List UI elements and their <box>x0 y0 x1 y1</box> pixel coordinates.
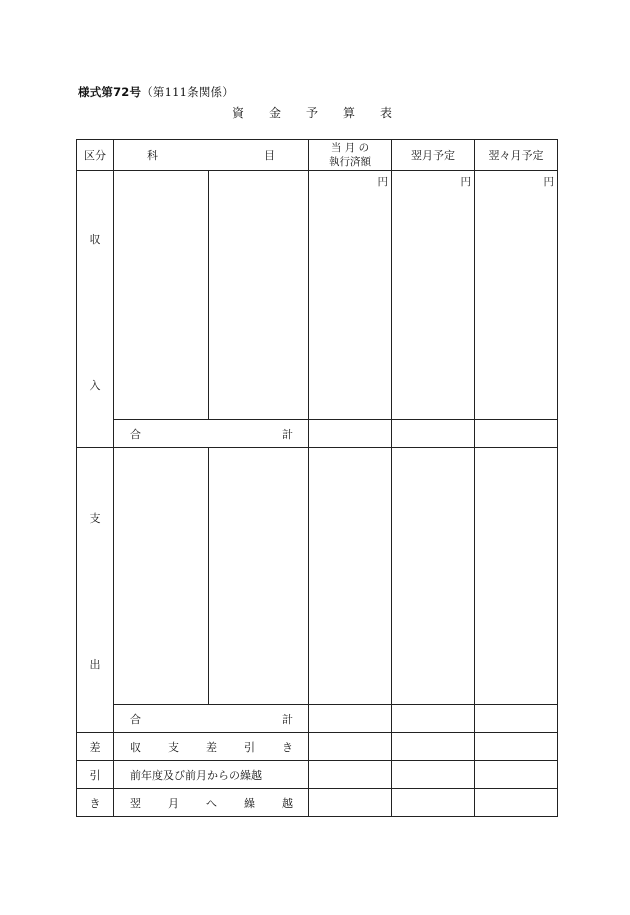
expense-entry-row <box>77 448 558 705</box>
total-char: 計 <box>282 427 293 441</box>
balance-row3-char: 越 <box>282 796 293 810</box>
unit-label: 円 <box>460 176 471 188</box>
total-char: 計 <box>282 712 293 726</box>
balance-row1-after[interactable] <box>475 733 558 761</box>
income-total-next[interactable] <box>392 420 475 448</box>
income-label-top: 収 <box>89 233 101 246</box>
income-entry-row <box>77 171 558 420</box>
balance-row1-char: 差 <box>206 740 217 754</box>
expense-subitem-cell[interactable] <box>209 448 309 705</box>
balance-row3-char: へ <box>206 796 217 810</box>
header-next-month: 翌月予定 <box>392 140 475 171</box>
header-current-month <box>309 140 392 171</box>
balance-row3-next[interactable] <box>392 789 475 817</box>
header-current-line1: 当 月 の <box>330 142 370 154</box>
expense-total-current[interactable] <box>309 705 392 733</box>
balance-row1-label <box>114 733 309 761</box>
balance-row3-current[interactable] <box>309 789 392 817</box>
header-kamoku <box>114 140 309 171</box>
balance-row-1 <box>77 733 558 761</box>
title-char: 表 <box>379 106 392 120</box>
expense-total-next[interactable] <box>392 705 475 733</box>
form-reference <box>78 84 234 100</box>
income-after-cell[interactable] <box>475 171 558 420</box>
title-char: 金 <box>268 106 281 120</box>
expense-total-label <box>114 705 309 733</box>
balance-row3-char: 翌 <box>130 796 141 810</box>
expense-after-cell[interactable] <box>475 448 558 705</box>
balance-row-2 <box>77 761 558 789</box>
balance-row3-char: 月 <box>168 796 179 810</box>
balance-row2-next[interactable] <box>392 761 475 789</box>
balance-row1-next[interactable] <box>392 733 475 761</box>
expense-current-cell[interactable] <box>309 448 392 705</box>
income-total-row <box>77 420 558 448</box>
title-char: 予 <box>305 106 318 120</box>
balance-row2-label: 前年度及び前月からの繰越 <box>114 761 309 789</box>
balance-row3-label <box>114 789 309 817</box>
balance-row3-char: 繰 <box>244 796 255 810</box>
income-label-bottom: 入 <box>89 379 101 392</box>
balance-label-char: 引 <box>77 761 114 789</box>
budget-table <box>76 139 558 817</box>
page-title <box>232 104 392 121</box>
header-kamoku-char: 目 <box>264 149 275 162</box>
header-month-after: 翌々月予定 <box>475 140 558 171</box>
title-char: 算 <box>342 106 355 120</box>
expense-label-bottom: 出 <box>89 658 101 671</box>
header-current-line2: 執行済額 <box>329 156 371 168</box>
header-row <box>77 140 558 171</box>
income-next-cell[interactable] <box>392 171 475 420</box>
expense-total-after[interactable] <box>475 705 558 733</box>
income-subitem-cell[interactable] <box>209 171 309 420</box>
unit-label: 円 <box>543 176 554 188</box>
header-kubun: 区分 <box>77 140 114 171</box>
expense-label-top: 支 <box>89 512 101 525</box>
balance-row-3 <box>77 789 558 817</box>
unit-label: 円 <box>377 176 388 188</box>
balance-row1-char: き <box>282 740 293 754</box>
balance-label-char: き <box>77 789 114 817</box>
balance-row2-current[interactable] <box>309 761 392 789</box>
form-number: 様式第72号 <box>78 85 142 99</box>
expense-item-cell[interactable] <box>114 448 209 705</box>
income-total-after[interactable] <box>475 420 558 448</box>
balance-row1-char: 収 <box>130 740 141 754</box>
income-item-cell[interactable] <box>114 171 209 420</box>
expense-total-row <box>77 705 558 733</box>
header-kamoku-char: 科 <box>147 149 158 162</box>
income-section-label <box>77 171 114 448</box>
income-total-label <box>114 420 309 448</box>
balance-row2-after[interactable] <box>475 761 558 789</box>
expense-section-label <box>77 448 114 733</box>
balance-row1-char: 支 <box>168 740 179 754</box>
balance-row1-current[interactable] <box>309 733 392 761</box>
expense-next-cell[interactable] <box>392 448 475 705</box>
balance-row1-char: 引 <box>244 740 255 754</box>
total-char: 合 <box>130 712 141 726</box>
balance-row3-after[interactable] <box>475 789 558 817</box>
form-article-ref: （第111条関係） <box>141 85 234 99</box>
balance-label-char: 差 <box>77 733 114 761</box>
income-current-cell[interactable] <box>309 171 392 420</box>
title-char: 資 <box>232 106 245 120</box>
income-total-current[interactable] <box>309 420 392 448</box>
total-char: 合 <box>130 427 141 441</box>
